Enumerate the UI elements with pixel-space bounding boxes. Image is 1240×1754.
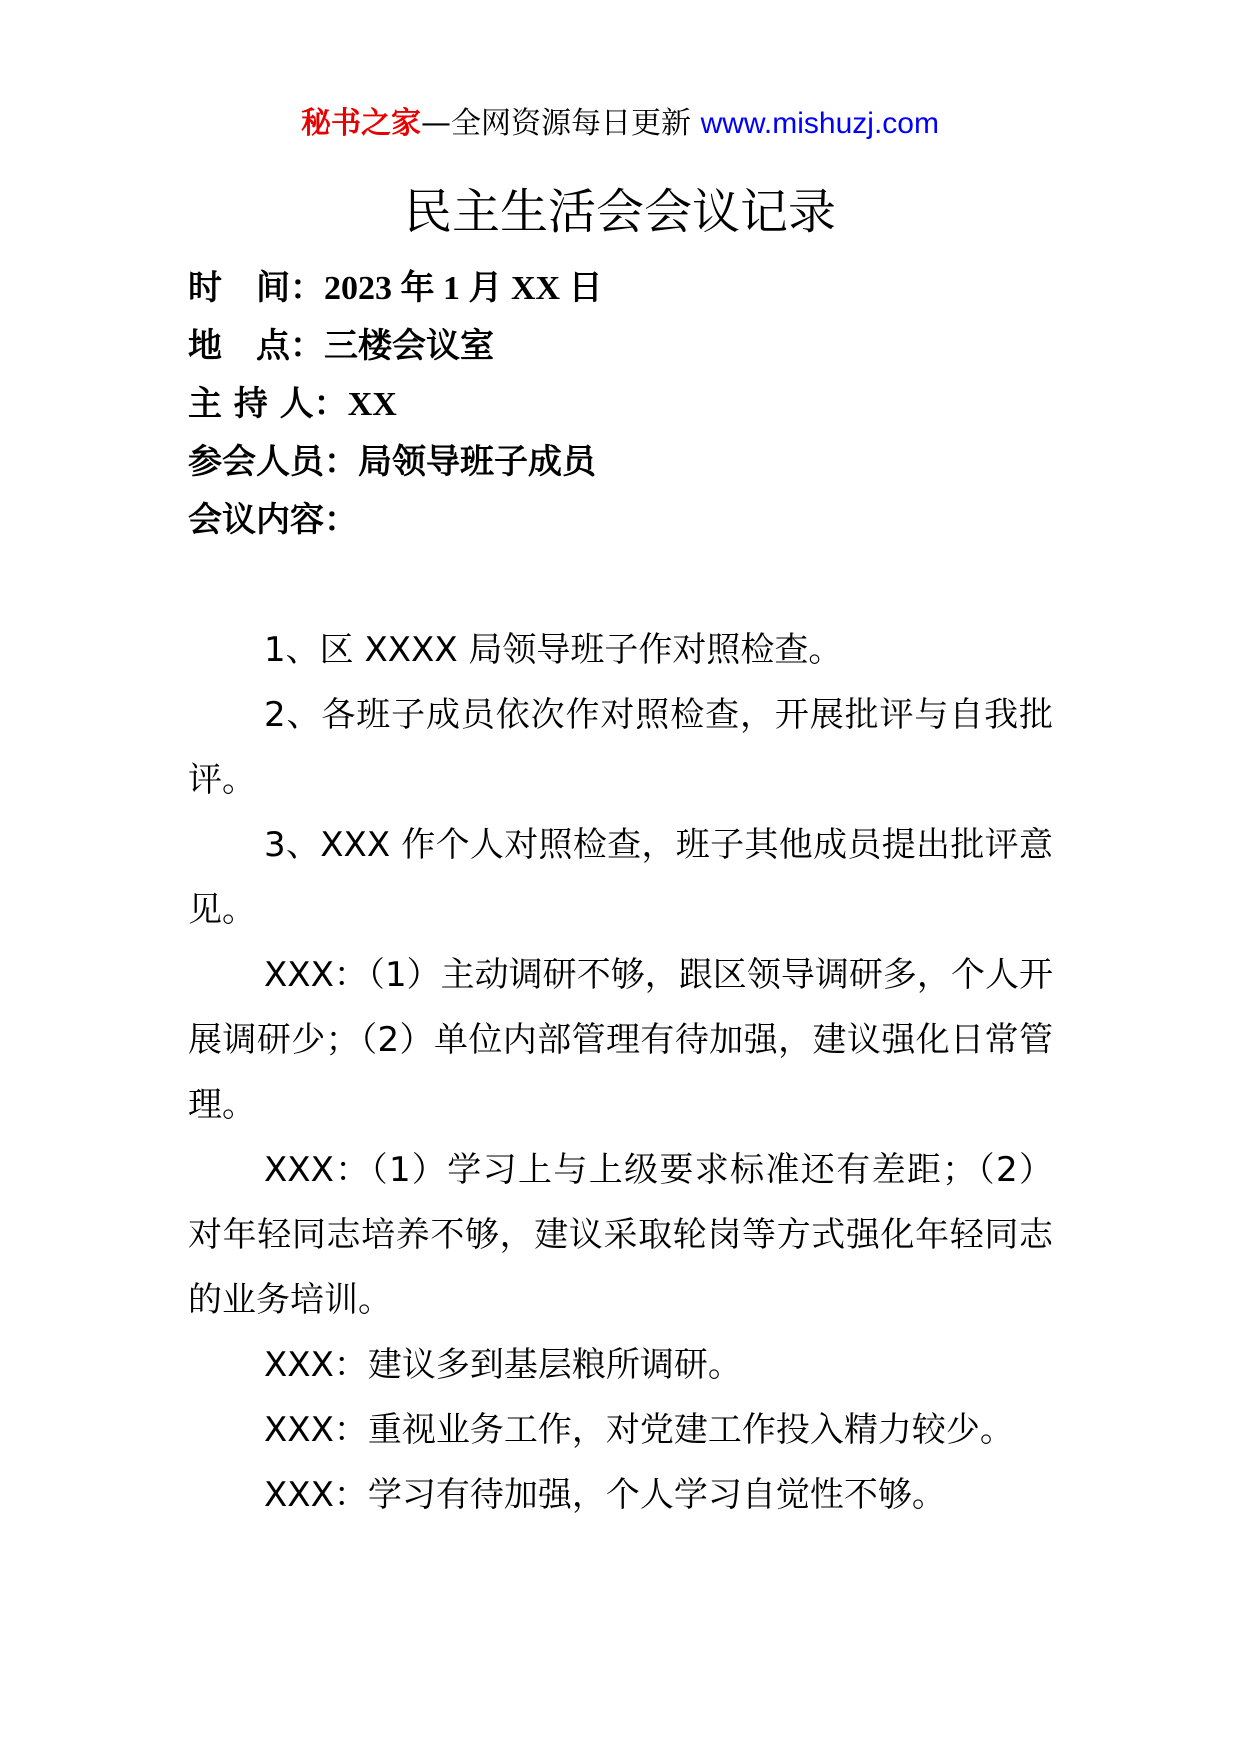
content-paragraph: XXX：（1）主动调研不够，跟区领导调研多，个人开展调研少；（2）单位内部管理有待加强，建议强化日常管理。 [188,955,1053,1125]
content-label: 会议内容： [188,500,358,540]
site-banner [0,104,1240,144]
site-url-link[interactable]: www.mishuzj.com [700,107,939,140]
host-label: 主 持 人： [188,384,348,424]
meeting-content-body [188,618,1053,1528]
brand-name: 秘书之家 [301,106,422,141]
meeting-attendees [188,442,1088,482]
time-value: 2023 年 1 月 XX 日 [324,270,603,307]
host-value: XX [347,386,397,423]
page-title: 民主生活会会议记录 [403,184,836,240]
meeting-place [188,326,1088,366]
meeting-content-heading [188,500,1088,540]
content-paragraph: 2、各班子成员依次作对照检查，开展批评与自我批评。 [188,695,1053,800]
content-paragraph: XXX：建议多到基层粮所调研。 [264,1345,742,1385]
time-label: 时 间： [188,268,324,308]
content-paragraph: 3、XXX 作个人对照检查，班子其他成员提出批评意见。 [188,825,1053,930]
meeting-host [188,384,1088,425]
content-paragraph: XXX：学习有待加强，个人学习自觉性不够。 [264,1475,946,1515]
attendees-label: 参会人员： [188,442,358,482]
attendees-value: 局领导班子成员 [358,442,596,482]
content-paragraph: 1、区 XXXX 局领导班子作对照检查。 [264,630,843,670]
content-paragraph: XXX：重视业务工作，对党建工作投入精力较少。 [264,1410,1014,1450]
place-value: 三楼会议室 [324,326,494,366]
banner-tagline: —全网资源每日更新 [421,106,692,141]
meeting-time [188,268,1088,309]
place-label: 地 点： [188,326,324,366]
content-paragraph: XXX：（1）学习上与上级要求标准还有差距；（2）对年轻同志培养不够，建议采取轮岗等方式强化年轻同志的业务培训。 [188,1150,1053,1320]
